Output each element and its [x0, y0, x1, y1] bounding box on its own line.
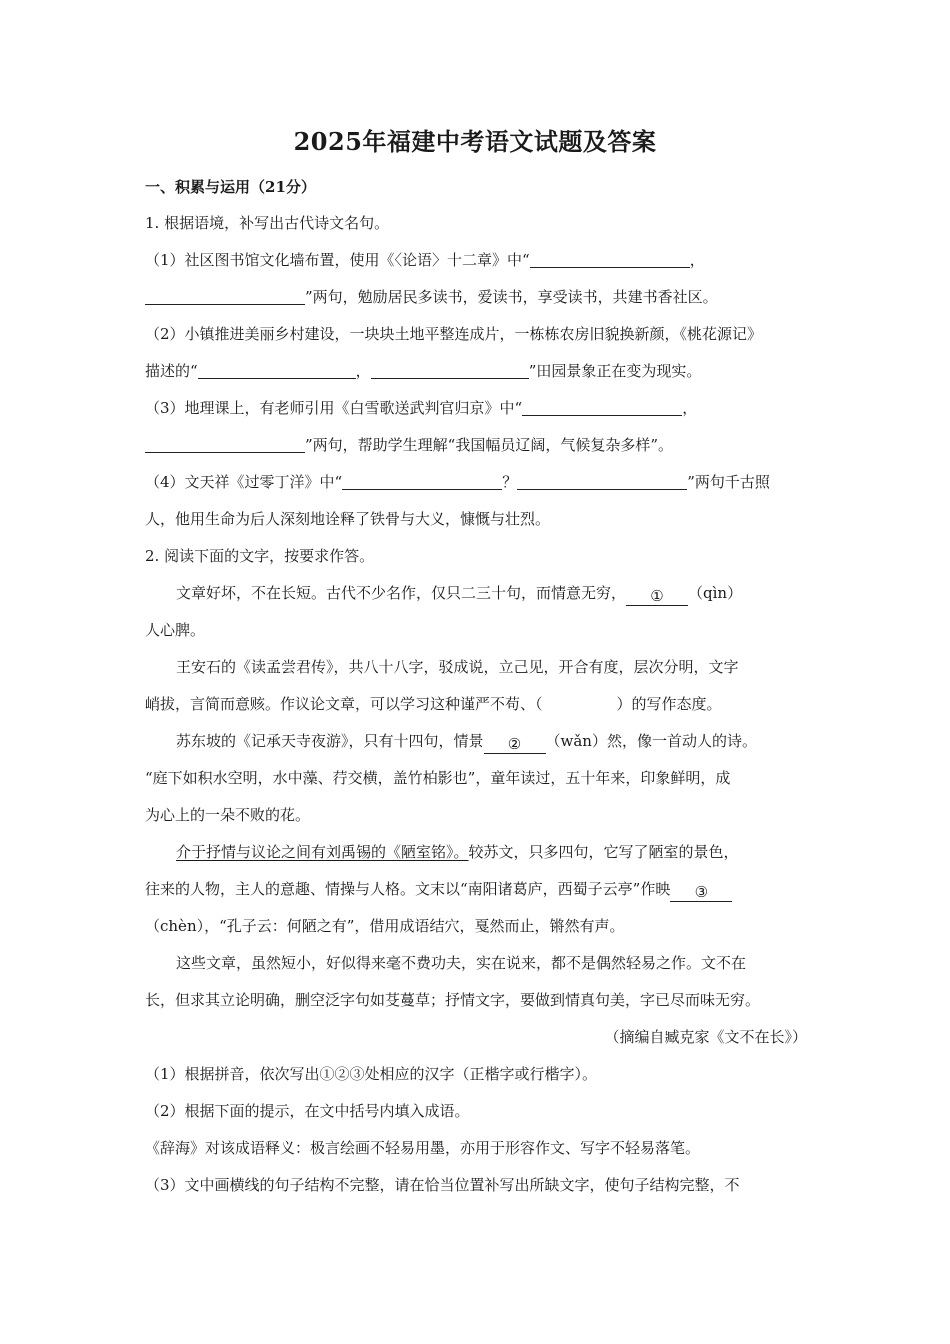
q1-s1-line1	[145, 242, 807, 279]
q1-s4-line1	[145, 464, 807, 501]
passage-source: （摘编自臧克家《文不在长》）	[604, 1028, 807, 1046]
text: ”两句，帮助学生理解“我国幅员辽阔，气候复杂多样”。	[305, 436, 674, 454]
passage-p4-line1	[145, 834, 807, 871]
text: （1）社区图书馆文化墙布置，使用《〈论语〉十二章》中“	[145, 251, 530, 269]
passage-p1-line2: 人心脾。	[145, 621, 206, 639]
answer-blank[interactable]	[145, 434, 305, 453]
text: 描述的“	[145, 362, 198, 380]
text: 文章好坏，不在长短。古代不少名作，仅只二三十句，而情意无穷，	[176, 584, 627, 602]
passage-p2-line1: 王安石的《读孟尝君传》，共八十八字，驳成说，立己见，开合有度，层次分明，文字	[176, 658, 739, 676]
answer-blank[interactable]	[145, 286, 305, 305]
q2-sub2: （2）根据下面的提示，在文中括号内填入成语。	[145, 1102, 470, 1120]
text: 苏东坡的《记承天寺夜游》，只有十四句，情景	[176, 732, 484, 750]
underlined-sentence: 介于抒情与议论之间有刘禹锡的《陋室铭》。	[176, 843, 469, 861]
q2-sub2-hint: 《辞海》对该成语释义：极言绘画不轻易用墨，亦用于形容作文、写字不轻易落笔。	[145, 1139, 701, 1157]
q1-s3-line2	[145, 427, 807, 464]
passage-p4-line2	[145, 871, 807, 908]
q1-s1-line2	[145, 279, 807, 316]
blank-1[interactable]: ①	[626, 587, 688, 606]
text: ”田园景象正在变为现实。	[528, 362, 702, 380]
page-title: 2025年福建中考语文试题及答案	[293, 127, 657, 156]
pinyin: （qìn）	[688, 584, 743, 602]
blank-3[interactable]: ③	[670, 883, 732, 902]
answer-blank[interactable]	[198, 360, 356, 379]
text: 峭拔，言简而意赅。作议论文章，可以学习这种谨严不苟、（	[145, 695, 543, 713]
passage-p3-line3: 为心上的一朵不败的花。	[145, 806, 311, 824]
text: 较苏文，只多四句，它写了陋室的景色，	[468, 843, 739, 861]
passage-p3-line1	[145, 723, 807, 760]
passage-p1-line1	[145, 575, 807, 612]
answer-blank[interactable]	[522, 397, 682, 416]
q1-s4-line2: 人，他用生命为后人深刻地诠释了铁骨与大义，慷慨与壮烈。	[145, 510, 551, 528]
q1-s2-line2	[145, 353, 807, 390]
text: ，	[355, 362, 371, 380]
q1-s2-line1: （2）小镇推进美丽乡村建设，一块块土地平整连成片，一栋栋农房旧貌换新颜，《桃花源记》	[145, 325, 763, 343]
answer-blank[interactable]	[530, 249, 690, 268]
text: ？	[502, 473, 518, 491]
text: ，	[682, 399, 698, 417]
text: ）的写作态度。	[616, 695, 722, 713]
passage-p2-line2	[145, 686, 807, 723]
answer-blank[interactable]	[342, 471, 502, 490]
passage-p5-line2: 长，但求其立论明确，删空泛字句如芟蔓草；抒情文字，要做到情真句美，字已尽而味无穷。	[145, 991, 761, 1009]
q2-sub1: （1）根据拼音，依次写出①②③处相应的汉字（正楷字或行楷字）。	[145, 1065, 598, 1083]
passage-p5-line1: 这些文章，虽然短小，好似得来毫不费功夫，实在说来，都不是偶然轻易之作。文不在	[176, 954, 747, 972]
answer-blank[interactable]	[371, 360, 529, 379]
document-body	[145, 205, 807, 1204]
q1-prompt: 1. 根据语境，补写出古代诗文名句。	[145, 214, 390, 232]
text: 往来的人物，主人的意趣、情操与人格。文末以“南阳诸葛庐，西蜀子云亭”作映	[145, 880, 671, 898]
blank-2[interactable]: ②	[484, 735, 546, 754]
q2-prompt: 2. 阅读下面的文字，按要求作答。	[145, 547, 375, 565]
passage-p3-line2: “庭下如积水空明，水中藻、荇交横，盖竹柏影也”，童年读过，五十年来，印象鲜明，成	[145, 769, 731, 787]
passage-p4-line3: （chèn），“孔子云：何陋之有”，借用成语结穴，戛然而止，锵然有声。	[145, 917, 625, 935]
answer-blank[interactable]	[517, 471, 687, 490]
section-heading: 一、积累与运用（21分）	[145, 178, 316, 196]
text: ”两句，勉励居民多读书，爱读书，享受读书，共建书香社区。	[305, 288, 718, 306]
q2-sub3: （3）文中画横线的句子结构不完整，请在恰当位置补写出所缺文字，使句子结构完整，不	[145, 1176, 740, 1194]
text: ，	[689, 251, 705, 269]
text: （3）地理课上，有老师引用《白雪歌送武判官归京》中“	[145, 399, 523, 417]
text: （4）文天祥《过零丁洋》中“	[145, 473, 343, 491]
pinyin: （wǎn）然，像一首动人的诗。	[545, 732, 757, 750]
q1-s3-line1	[145, 390, 807, 427]
text: ”两句千古照	[687, 473, 770, 491]
